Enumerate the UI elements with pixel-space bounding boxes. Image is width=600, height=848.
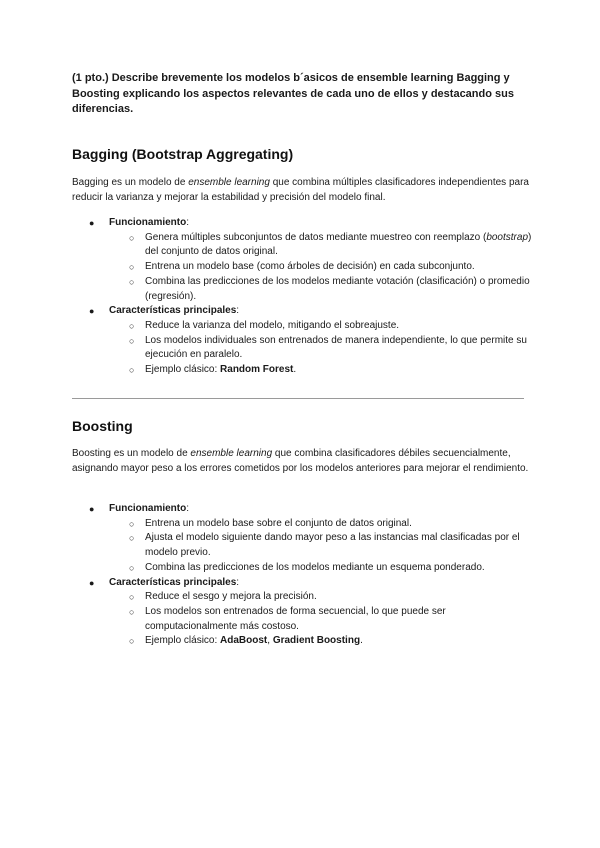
bagging-func-3: Combina las predicciones de los modelos mediante votación (clasificación) o promedio (regresión).: [145, 275, 530, 302]
section-divider: [72, 398, 524, 399]
bullet-icon: ●: [89, 504, 95, 514]
boosting-char-1: Reduce el sesgo y mejora la precisión.: [145, 591, 317, 603]
bagging-heading: Bagging (Bootstrap Aggregating): [72, 146, 294, 162]
boosting-example-sep: ,: [267, 635, 273, 647]
boosting-func-1: Entrena un modelo base sobre el conjunto de datos original.: [145, 517, 412, 529]
boosting-func-label: Funcionamiento: [109, 503, 187, 514]
list-item: [72, 275, 532, 304]
bagging-func-label: Funcionamiento: [109, 217, 187, 228]
list-item: [72, 260, 532, 275]
bagging-char-label: Características principales: [109, 305, 237, 317]
boosting-char-2: Los modelos son entrenados de forma secuencial, lo que puede ser computacionalmente más costoso.: [145, 605, 446, 632]
boosting-heading: Boosting: [72, 418, 133, 434]
list-item: [72, 561, 532, 576]
list-item: [72, 517, 532, 532]
circle-bullet-icon: ○: [129, 335, 135, 346]
bagging-list: [72, 216, 532, 378]
bagging-intro-a: Bagging es un modelo de: [72, 177, 189, 188]
bagging-func-1a: Genera múltiples subconjuntos de datos mediante muestreo con reemplazo (: [145, 231, 487, 243]
list-item: [72, 634, 532, 649]
bagging-char-1: Reduce la varianza del modelo, mitigando el sobreajuste.: [145, 319, 400, 331]
list-item: [72, 502, 532, 517]
circle-bullet-icon: ○: [129, 636, 135, 647]
list-item: [72, 216, 532, 231]
bagging-func-1b: ) del conjunto de datos original.: [145, 231, 532, 258]
list-item: [72, 605, 532, 634]
circle-bullet-icon: ○: [129, 562, 135, 573]
bagging-example-bold: Random Forest: [220, 364, 294, 376]
bagging-example-suffix: .: [293, 364, 297, 376]
list-item: [72, 363, 532, 378]
colon: :: [186, 217, 190, 228]
bagging-intro: [72, 175, 532, 205]
colon: :: [236, 305, 240, 317]
circle-bullet-icon: ○: [129, 365, 135, 376]
bagging-example-prefix: Ejemplo clásico:: [145, 364, 221, 376]
boosting-intro: [72, 446, 532, 476]
boosting-func-2: Ajusta el modelo siguiente dando mayor peso a las instancias mal clasificadas por el modelo previo.: [145, 532, 520, 559]
bagging-func-1em: bootstrap: [486, 231, 529, 243]
circle-bullet-icon: ○: [129, 518, 135, 529]
list-item: [72, 590, 532, 605]
boosting-example-bold-2: Gradient Boosting: [272, 635, 361, 647]
boosting-func-3: Combina las predicciones de los modelos mediante un esquema ponderado.: [145, 561, 485, 573]
circle-bullet-icon: ○: [129, 533, 135, 544]
boosting-list: [72, 502, 532, 649]
boosting-example-suffix: .: [360, 635, 363, 647]
circle-bullet-icon: ○: [129, 320, 135, 331]
list-item: [72, 576, 532, 591]
bagging-func-2: Entrena un modelo base (como árboles de decisión) en cada subconjunto.: [145, 261, 475, 273]
bullet-icon: ●: [89, 577, 95, 588]
bagging-intro-b: que combina múltiples clasificadores independientes para reducir la varianza y mejorar la estabilidad y precisión del modelo final.: [72, 177, 529, 203]
list-item: [72, 231, 532, 260]
list-item: [72, 319, 532, 334]
boosting-example-prefix: Ejemplo clásico:: [145, 635, 221, 647]
boosting-intro-b: que combina clasificadores débiles secuencialmente, asignando mayor peso a los errores cometidos por los modelos anteriores para mejorar el rendimiento.: [72, 448, 529, 474]
colon: :: [236, 576, 240, 588]
circle-bullet-icon: ○: [129, 592, 135, 603]
question-text: (1 pto.) Describe brevemente los modelos b´asicos de ensemble learning Bagging y Boosting explicando los aspectos relevantes de cada uno de ellos y destacando sus diferencias.: [72, 72, 514, 115]
list-item: [72, 304, 532, 319]
circle-bullet-icon: ○: [129, 262, 135, 273]
boosting-example-bold-1: AdaBoost: [220, 635, 268, 647]
circle-bullet-icon: ○: [129, 232, 135, 243]
list-item: [72, 334, 532, 363]
boosting-intro-em: ensemble learning: [190, 448, 273, 459]
bullet-icon: ●: [89, 218, 95, 228]
colon: :: [186, 503, 190, 514]
boosting-intro-a: Boosting es un modelo de: [72, 448, 191, 459]
circle-bullet-icon: ○: [129, 606, 135, 617]
bagging-intro-em: ensemble learning: [188, 177, 270, 188]
circle-bullet-icon: ○: [129, 276, 135, 287]
bullet-icon: ●: [89, 306, 95, 317]
bagging-char-2: Los modelos individuales son entrenados de manera independiente, lo que permite su ejecución en paralelo.: [145, 334, 527, 361]
boosting-char-label: Características principales: [109, 576, 237, 588]
list-item: [72, 531, 532, 560]
